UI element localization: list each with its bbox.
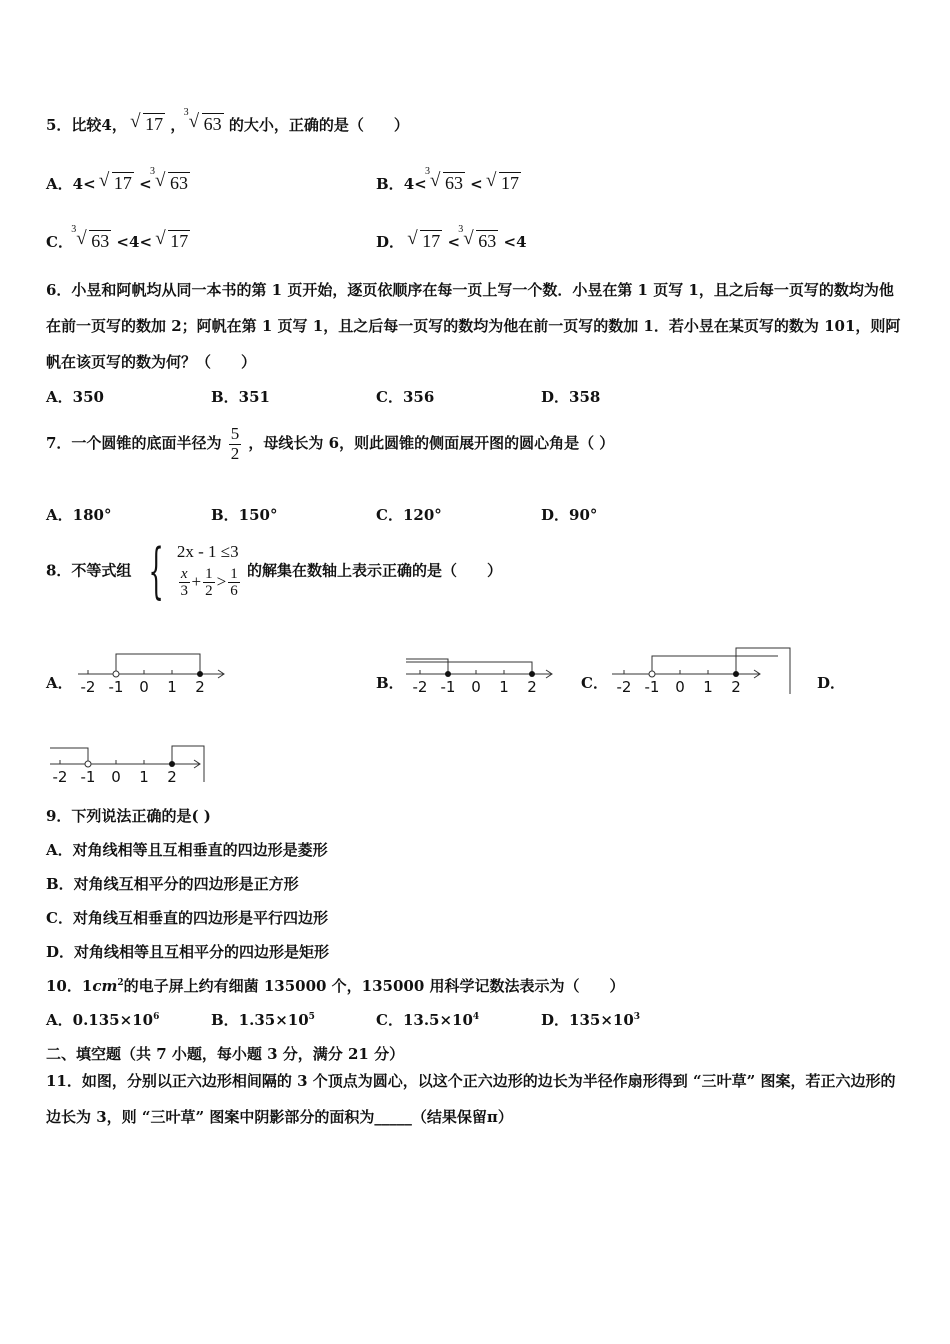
inequality-system: { 2x - 1 ≤3 $\frac{x}{3}$ + $\frac{1}{2}$ > $\frac{1}{6}$ (137, 541, 242, 601)
fraction-5-2: $\frac{5}{2}$ (230, 424, 240, 463)
tick-label: 0 (139, 678, 149, 696)
tick-label: -2 (412, 678, 428, 696)
q8-option-d-label: D． (817, 674, 846, 692)
q10-option-a: A．$0.135\times 10^6$ (46, 1011, 160, 1029)
question-6-stem: 6．小昱和阿帆均从同一本书的第 1 页开始，逐页依顺序在每一页上写一个数．小昱在第 1 页写 1，且之后每一页写的数均为他在前一页写的数加 2；阿帆在第 1 页写 1，且之后每一页写的数均为他在前一页写的数加 1．若小昱在某页写的数为 101，则阿帆在该页写的数为何？（ ） (46, 281, 901, 371)
q6-option-a: A．350 (46, 388, 104, 406)
unit-cm: cm (92, 977, 118, 995)
tick-label: -1 (108, 678, 124, 696)
cbrt-63: √ 3 63 (191, 115, 224, 133)
tick-label: -2 (80, 678, 96, 696)
inequality-2: $\frac{x}{3}$ + $\frac{1}{2}$ > $\frac{1}{6}$ (180, 565, 238, 599)
question-11-stem: 11．如图，分别以正六边形相间隔的 3 个顶点为圆心，以这个正六边形的边长为半径作扇形得到 “三叶草” 图案，若正六边形的边长为 3，则 “三叶草” 图案中阴影部分的面积为_____（结果保留π） (46, 1072, 896, 1126)
q10-option-d: D．$135\times 10^3$ (541, 1011, 641, 1029)
q8-option-c-label: C． (581, 674, 608, 692)
tick-label: 1 (167, 678, 177, 696)
q5-option-b: B．4< √ 3 63 < √ 17 (376, 174, 521, 192)
section-2-heading: 二、填空题（共 7 小题，每小题 3 分，满分 21 分） (46, 1045, 405, 1063)
q7-option-a: A．180° (46, 506, 112, 524)
tick-label: 0 (675, 678, 685, 696)
tick-label: -2 (52, 768, 68, 786)
tick-label: 1 (499, 678, 509, 696)
q6-option-b: B．351 (211, 388, 270, 406)
q5-option-d: D． √ 17 < √ 3 63 <4 (376, 232, 527, 250)
q8-option-b-label: B． (376, 674, 404, 692)
q8-number-line-b (404, 648, 556, 696)
question-5-stem (46, 107, 409, 134)
q7-option-d: D．90° (541, 506, 598, 524)
tick-label: -2 (616, 678, 632, 696)
tick-label: 2 (527, 678, 537, 696)
question-7-stem: 7．一个圆锥的底面半径为 $\frac{5}{2}$ ，母线长为 6，则此圆锥的侧面展开图的圆心角是（ ） (46, 424, 615, 463)
q6-option-d: D．358 (541, 388, 601, 406)
q5-option-c: C． √ 3 63 <4< √ 17 (46, 232, 190, 250)
question-8-stem: 8．不等式组 { 2x - 1 ≤3 $\frac{x}{3}$ + $\frac{1}{2}$ > $\frac{1}{6}$ 的解集在数轴上表示正确的是（ ） (46, 536, 502, 606)
tick-label: 0 (471, 678, 481, 696)
q6-option-c: C．356 (376, 388, 435, 406)
q5-option-a: A．4< √ 17 < √ 3 63 (46, 174, 190, 192)
q9-option-b: B．对角线互相平分的四边形是正方形 (46, 875, 299, 893)
tick-label: -1 (80, 768, 96, 786)
inequality-1: 2x - 1 ≤3 (176, 541, 239, 561)
q7-option-b: B．150° (211, 506, 278, 524)
q8-option-a-label: A． (46, 674, 73, 692)
tick-label: 2 (167, 768, 177, 786)
q8-number-line-c (610, 644, 794, 696)
tick-label: 2 (731, 678, 741, 696)
q5-stem-prefix: 5．比较4， (46, 116, 127, 134)
q9-option-a: A．对角线相等且互相垂直的四边形是菱形 (46, 841, 328, 859)
q9-option-c: C．对角线互相垂直的四边形是平行四边形 (46, 909, 328, 927)
question-9-stem: 9．下列说法正确的是( ) (46, 807, 211, 825)
q8-number-line-d (48, 738, 208, 786)
tick-label: 2 (195, 678, 205, 696)
q7-option-c: C．120° (376, 506, 442, 524)
q5-comma: ， (170, 116, 186, 134)
question-10-stem: 10．$1cm^2$的电子屏上约有细菌 135000 个，135000 用科学记数法表示为（ ） (46, 977, 625, 995)
tick-label: -1 (644, 678, 660, 696)
q10-option-b: B．$1.35\times 10^5$ (211, 1011, 315, 1029)
q8-number-line-a (76, 648, 228, 696)
tick-label: 0 (111, 768, 121, 786)
q10-option-c: C．$13.5\times 10^4$ (376, 1011, 480, 1029)
q9-option-d: D．对角线相等且互相平分的四边形是矩形 (46, 943, 330, 961)
tick-label: 1 (703, 678, 713, 696)
sqrt-17: √ 17 (132, 115, 165, 133)
tick-label: 1 (139, 768, 149, 786)
tick-label: -1 (440, 678, 456, 696)
q5-stem-suffix: 的大小，正确的是（ ） (228, 116, 409, 134)
